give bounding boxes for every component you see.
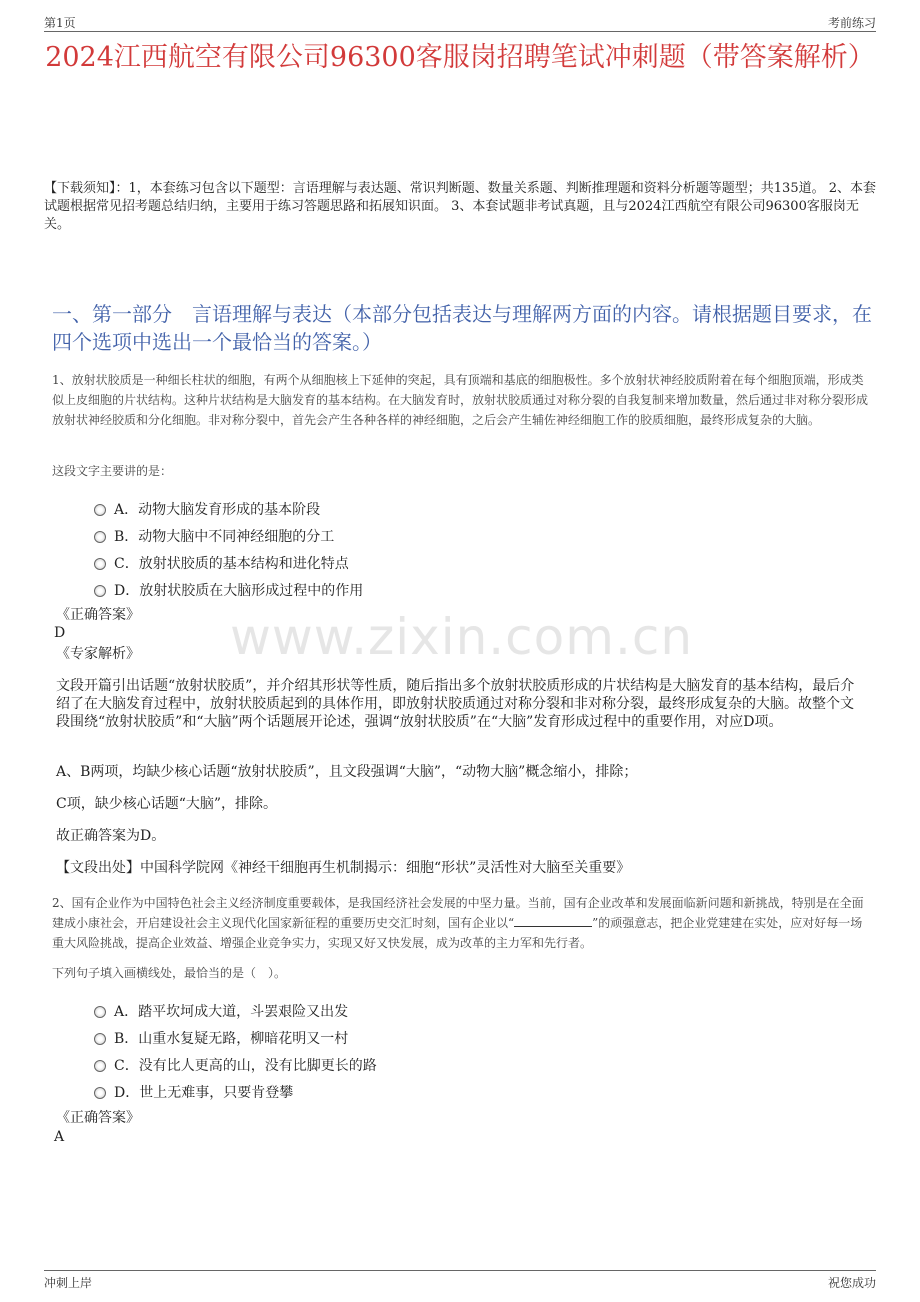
radio-icon[interactable] [94, 1033, 106, 1045]
option-label: A．动物大脑发育形成的基本阶段 [114, 501, 321, 518]
option-c[interactable] [94, 550, 363, 577]
option-label: D．世上无难事，只要肯登攀 [114, 1084, 294, 1101]
passage-text: 2、国有企业作为中国特色社会主义经济制度重要载体，是我国经济社会发展的中坚力量。当前，国有企业改革和发展面临新问题和新挑战，特别是在全面建成小康社会，开启建设社会主义现代化国家新征程的重要历史交汇时刻，国有企业以“ [52, 896, 864, 930]
radio-icon[interactable] [94, 531, 106, 543]
question-2-stem: 下列句子填入画横线处，最恰当的是（ ）。 [52, 966, 287, 980]
option-label: B．动物大脑中不同神经细胞的分工 [114, 528, 335, 545]
analysis-paragraph: 文段开篇引出话题“放射状胶质”，并介绍其形状等性质，随后指出多个放射状胶质形成的片状结构是大脑发育的基本结构，最后介绍了在大脑发育过程中，放射状胶质起到的具体作用，即放射状胶质通过对称分裂和非对称分裂，最终形成复杂的大脑。故整个文段围绕“放射状胶质”和“大脑”两个话题展开论述，强调“放射状胶质”在“大脑”发育形成过程中的重要作用，对应D项。 [56, 678, 855, 730]
option-label: C．放射状胶质的基本结构和进化特点 [114, 555, 349, 572]
header-rule [44, 31, 876, 32]
analysis-paragraph: C项，缺少核心话题“大脑”，排除。 [56, 796, 278, 812]
passage-text: ”的顽强意志，把企业党建建在实处，应对好每一场重大风险挑战，提高企业效益、增强企业竞争实力，实现又好又快发展，成为改革的主力军和先行者。 [52, 916, 863, 950]
option-a[interactable] [94, 998, 377, 1025]
question-1-passage: 1、放射状胶质是一种细长柱状的细胞，有两个从细胞核上下延伸的突起，具有顶端和基底的细胞极性。多个放射状神经胶质附着在每个细胞顶端，形成类似上皮细胞的片状结构。这种片状结构是大脑发育的基本结构。在大脑发育时，放射状胶质通过对称分裂的自我复制来增加数量，然后通过非对称分裂形成放射状神经胶质和分化细胞。非对称分裂中，首先会产生各种各样的神经细胞，之后会产生辅佐神经细胞工作的胶质细胞，最终形成复杂的大脑。 [52, 373, 869, 427]
option-d[interactable] [94, 577, 363, 604]
analysis-label: 《专家解析》 [56, 646, 140, 662]
footer-right: 祝您成功 [827, 1276, 876, 1290]
option-label: A．踏平坎坷成大道，斗罢艰险又出发 [114, 1003, 349, 1020]
watermark: www.zixin.com.cn [230, 608, 694, 666]
radio-icon[interactable] [94, 504, 106, 516]
source-citation: 【文段出处】中国科学院网《神经干细胞再生机制揭示：细胞“形状”灵活性对大脑至关重要》 [56, 860, 631, 876]
page-number: 第1页 [44, 16, 76, 30]
option-b[interactable] [94, 523, 363, 550]
header-label: 考前练习 [827, 16, 876, 30]
option-c[interactable] [94, 1052, 377, 1079]
answer-value: A [54, 1129, 65, 1145]
section-heading: 一、第一部分 言语理解与表达（本部分包括表达与理解两方面的内容。请根据题目要求，在四个选项中选出一个最恰当的答案。） [52, 302, 872, 354]
option-label: B．山重水复疑无路，柳暗花明又一村 [114, 1030, 349, 1047]
option-b[interactable] [94, 1025, 377, 1052]
question-1-options [94, 496, 363, 604]
analysis-paragraph: 故正确答案为D。 [56, 828, 166, 844]
download-notice: 【下载须知】：1，本套练习包含以下题型：言语理解与表达题、常识判断题、数量关系题、判断推理题和资料分析题等题型；共135道。 2、本套试题根据常见招考题总结归纳，主要用于练习答题思路和拓展知识面。 3、本套试题非考试真题，且与2024江西航空有限公司96300客服岗无关。 [44, 181, 876, 232]
option-label: C．没有比人更高的山，没有比脚更长的路 [114, 1057, 377, 1074]
analysis-paragraph: A、B两项，均缺少核心话题“放射状胶质”，且文段强调“大脑”，“动物大脑”概念缩小，排除； [56, 764, 638, 780]
radio-icon[interactable] [94, 1006, 106, 1018]
footer-rule [44, 1270, 876, 1271]
radio-icon[interactable] [94, 585, 106, 597]
footer-left: 冲刺上岸 [44, 1276, 93, 1290]
fill-blank [514, 914, 592, 927]
answer-value: D [54, 625, 66, 641]
answer-label: 《正确答案》 [56, 1110, 140, 1126]
radio-icon[interactable] [94, 558, 106, 570]
option-d[interactable] [94, 1079, 377, 1106]
option-a[interactable] [94, 496, 363, 523]
radio-icon[interactable] [94, 1060, 106, 1072]
answer-label: 《正确答案》 [56, 607, 140, 623]
question-2-passage [52, 893, 870, 953]
option-label: D．放射状胶质在大脑形成过程中的作用 [114, 582, 364, 599]
radio-icon[interactable] [94, 1087, 106, 1099]
document-title: 2024江西航空有限公司96300客服岗招聘笔试冲刺题（带答案解析） [45, 42, 875, 73]
question-1-stem: 这段文字主要讲的是： [52, 464, 173, 478]
question-2-options [94, 998, 377, 1106]
